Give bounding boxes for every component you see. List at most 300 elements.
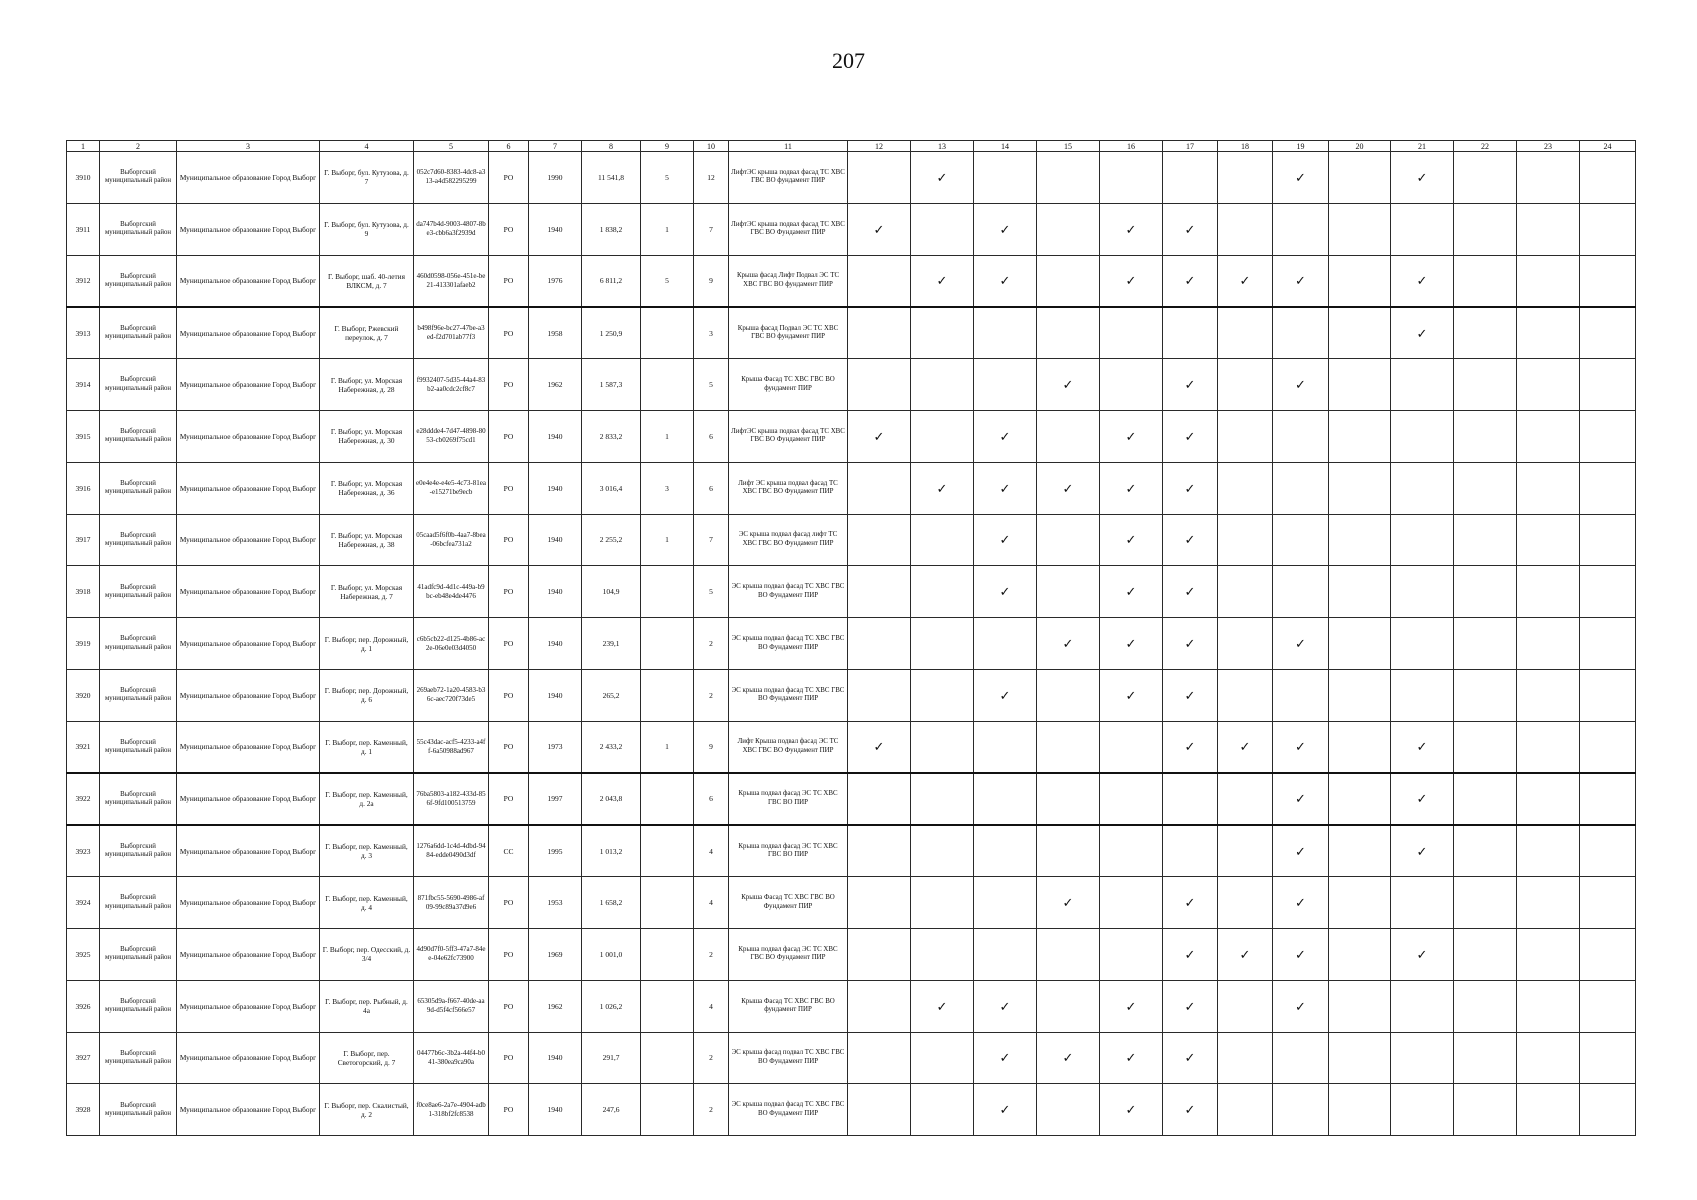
check-mark-cell: ✓ [1273,255,1329,307]
check-mark-cell: ✓ [974,566,1037,618]
col9-cell: 1 [641,203,694,255]
col10-cell: 4 [694,877,729,929]
col9-cell: 5 [641,152,694,204]
empty-check-cell [1580,307,1636,359]
district-cell: Выборгский муниципальный район [100,1032,177,1084]
column-header: 1 [67,141,100,152]
empty-check-cell [1218,462,1273,514]
col9-cell [641,773,694,825]
column-header: 10 [694,141,729,152]
col9-cell [641,359,694,411]
empty-check-cell [1329,669,1391,721]
empty-check-cell [848,877,911,929]
check-mark-cell: ✓ [1100,514,1163,566]
row-number: 3910 [67,152,100,204]
area-cell: 1 001,0 [582,928,641,980]
empty-check-cell [1037,307,1100,359]
area-cell: 2 833,2 [582,410,641,462]
column-header: 22 [1454,141,1517,152]
municipality-cell: Муниципальное образование Город Выборг [177,203,320,255]
works-list-cell: Крыша фасад Лифт Подвал ЭС ТС ХВС ГВС ВО фундамент ПИР [729,255,848,307]
empty-check-cell [848,773,911,825]
empty-check-cell [974,773,1037,825]
table-row [67,410,1636,462]
empty-check-cell [848,514,911,566]
district-cell: Выборгский муниципальный район [100,773,177,825]
year-cell: 1969 [529,928,582,980]
municipality-cell: Муниципальное образование Город Выборг [177,359,320,411]
table-row [67,721,1636,773]
uid-cell: 41adfc9d-4d1c-449a-b9bc-eb48e4de4476 [414,566,489,618]
check-mark-cell: ✓ [1163,877,1218,929]
check-mark-cell: ✓ [1273,877,1329,929]
row-number: 3925 [67,928,100,980]
register-table [66,140,1636,1136]
col10-cell: 5 [694,359,729,411]
address-cell: Г. Выборг, ул. Морская Набережная, д. 30 [320,410,414,462]
check-mark-cell: ✓ [1163,980,1218,1032]
district-cell: Выборгский муниципальный район [100,203,177,255]
table-row [67,359,1636,411]
check-mark-cell: ✓ [1037,1032,1100,1084]
empty-check-cell [1273,514,1329,566]
empty-check-cell [1454,773,1517,825]
empty-check-cell [1517,618,1580,670]
district-cell: Выборгский муниципальный район [100,462,177,514]
municipality-cell: Муниципальное образование Город Выборг [177,721,320,773]
empty-check-cell [974,825,1037,877]
year-cell: 1973 [529,721,582,773]
uid-cell: 76ba5803-a182-433d-856f-9fd100513759 [414,773,489,825]
area-cell: 2 043,8 [582,773,641,825]
empty-check-cell [1517,152,1580,204]
year-cell: 1995 [529,825,582,877]
empty-check-cell [1329,721,1391,773]
ownership-form-cell: РО [489,255,529,307]
district-cell: Выборгский муниципальный район [100,980,177,1032]
empty-check-cell [1100,152,1163,204]
check-mark-cell: ✓ [1163,721,1218,773]
check-mark-cell: ✓ [1163,566,1218,618]
table-row [67,980,1636,1032]
empty-check-cell [1391,877,1454,929]
empty-check-cell [1329,773,1391,825]
empty-check-cell [1454,152,1517,204]
empty-check-cell [1454,203,1517,255]
check-mark-cell: ✓ [974,255,1037,307]
row-number: 3918 [67,566,100,618]
works-list-cell: ЭС крыша подвал фасад ТС ХВС ГВС ВО Фундамент ПИР [729,618,848,670]
empty-check-cell [1218,410,1273,462]
empty-check-cell [1273,203,1329,255]
col10-cell: 2 [694,669,729,721]
empty-check-cell [911,928,974,980]
row-number: 3922 [67,773,100,825]
col10-cell: 5 [694,566,729,618]
uid-cell: e28ddde4-7d47-4898-8053-cb0269f75cd1 [414,410,489,462]
year-cell: 1940 [529,203,582,255]
empty-check-cell [1391,203,1454,255]
area-cell: 3 016,4 [582,462,641,514]
row-number: 3926 [67,980,100,1032]
area-cell: 1 658,2 [582,877,641,929]
ownership-form-cell: РО [489,1032,529,1084]
empty-check-cell [848,462,911,514]
municipality-cell: Муниципальное образование Город Выборг [177,669,320,721]
empty-check-cell [1580,721,1636,773]
empty-check-cell [1580,669,1636,721]
ownership-form-cell: РО [489,410,529,462]
empty-check-cell [848,618,911,670]
col10-cell: 2 [694,1084,729,1136]
empty-check-cell [1454,307,1517,359]
empty-check-cell [1037,255,1100,307]
address-cell: Г. Выборг, шаб. 40-летия ВЛКСМ, д. 7 [320,255,414,307]
year-cell: 1953 [529,877,582,929]
empty-check-cell [911,1084,974,1136]
check-mark-cell: ✓ [974,1084,1037,1136]
empty-check-cell [1037,410,1100,462]
column-header: 8 [582,141,641,152]
empty-check-cell [1218,152,1273,204]
column-header: 11 [729,141,848,152]
column-header: 24 [1580,141,1636,152]
empty-check-cell [1273,307,1329,359]
col10-cell: 2 [694,618,729,670]
address-cell: Г. Выборг, пер. Каменный, д. 2а [320,773,414,825]
year-cell: 1997 [529,773,582,825]
col9-cell: 5 [641,255,694,307]
area-cell: 6 811,2 [582,255,641,307]
ownership-form-cell: РО [489,721,529,773]
empty-check-cell [1580,1032,1636,1084]
check-mark-cell: ✓ [1163,669,1218,721]
col9-cell [641,980,694,1032]
municipality-cell: Муниципальное образование Город Выборг [177,307,320,359]
empty-check-cell [848,825,911,877]
column-header: 23 [1517,141,1580,152]
empty-check-cell [1580,514,1636,566]
ownership-form-cell: РО [489,566,529,618]
district-cell: Выборгский муниципальный район [100,928,177,980]
municipality-cell: Муниципальное образование Город Выборг [177,462,320,514]
empty-check-cell [1517,307,1580,359]
empty-check-cell [848,152,911,204]
empty-check-cell [911,514,974,566]
col10-cell: 7 [694,514,729,566]
year-cell: 1976 [529,255,582,307]
works-list-cell: Крыша подвал фасад ЭС ТС ХВС ГВС ВО ПИР [729,773,848,825]
address-cell: Г. Выборг, пер. Дорожный, д. 6 [320,669,414,721]
empty-check-cell [911,1032,974,1084]
empty-check-cell [974,928,1037,980]
district-cell: Выборгский муниципальный район [100,255,177,307]
check-mark-cell: ✓ [911,462,974,514]
empty-check-cell [1580,359,1636,411]
empty-check-cell [1580,1084,1636,1136]
table-row [67,825,1636,877]
empty-check-cell [1454,1032,1517,1084]
district-cell: Выборгский муниципальный район [100,152,177,204]
year-cell: 1940 [529,514,582,566]
works-list-cell: ЛифтЭС крыша подвал фасад ТС ХВС ГВС ВО Фундамент ПИР [729,203,848,255]
works-list-cell: Крыша подвал фасад ЭС ТС ХВС ГВС ВО ПИР [729,825,848,877]
empty-check-cell [1391,980,1454,1032]
empty-check-cell [1218,669,1273,721]
district-cell: Выборгский муниципальный район [100,566,177,618]
empty-check-cell [1517,980,1580,1032]
district-cell: Выборгский муниципальный район [100,669,177,721]
empty-check-cell [1329,307,1391,359]
check-mark-cell: ✓ [1391,255,1454,307]
empty-check-cell [1580,203,1636,255]
col9-cell [641,566,694,618]
empty-check-cell [1517,928,1580,980]
empty-check-cell [1517,410,1580,462]
check-mark-cell: ✓ [848,203,911,255]
table-row [67,514,1636,566]
col10-cell: 6 [694,410,729,462]
empty-check-cell [1580,462,1636,514]
ownership-form-cell: РО [489,359,529,411]
empty-check-cell [974,618,1037,670]
year-cell: 1962 [529,980,582,1032]
check-mark-cell: ✓ [848,410,911,462]
check-mark-cell: ✓ [1273,825,1329,877]
row-number: 3911 [67,203,100,255]
check-mark-cell: ✓ [1391,928,1454,980]
row-number: 3914 [67,359,100,411]
check-mark-cell: ✓ [1163,203,1218,255]
empty-check-cell [1454,255,1517,307]
column-header: 13 [911,141,974,152]
area-cell: 11 541,8 [582,152,641,204]
district-cell: Выборгский муниципальный район [100,877,177,929]
year-cell: 1940 [529,669,582,721]
check-mark-cell: ✓ [1273,721,1329,773]
check-mark-cell: ✓ [1100,618,1163,670]
empty-check-cell [1329,1032,1391,1084]
address-cell: Г. Выборг, ул. Морская Набережная, д. 36 [320,462,414,514]
municipality-cell: Муниципальное образование Город Выборг [177,877,320,929]
table-row [67,307,1636,359]
municipality-cell: Муниципальное образование Город Выборг [177,618,320,670]
municipality-cell: Муниципальное образование Город Выборг [177,410,320,462]
ownership-form-cell: РО [489,514,529,566]
empty-check-cell [1329,566,1391,618]
column-header: 18 [1218,141,1273,152]
empty-check-cell [1391,669,1454,721]
empty-check-cell [1454,980,1517,1032]
empty-check-cell [1037,980,1100,1032]
empty-check-cell [1163,152,1218,204]
empty-check-cell [1037,721,1100,773]
column-header: 21 [1391,141,1454,152]
empty-check-cell [911,307,974,359]
empty-check-cell [1163,307,1218,359]
address-cell: Г. Выборг, пер. Одесский, д. 3/4 [320,928,414,980]
address-cell: Г. Выборг, пер. Скалистый, д. 2 [320,1084,414,1136]
check-mark-cell: ✓ [974,669,1037,721]
check-mark-cell: ✓ [1391,152,1454,204]
check-mark-cell: ✓ [1391,721,1454,773]
area-cell: 2 433,2 [582,721,641,773]
col10-cell: 9 [694,255,729,307]
empty-check-cell [848,928,911,980]
empty-check-cell [1580,980,1636,1032]
check-mark-cell: ✓ [911,255,974,307]
year-cell: 1940 [529,566,582,618]
empty-check-cell [1329,980,1391,1032]
works-list-cell: Лифт Крыша подвал фасад ЭС ТС ХВС ГВС ВО Фундамент ПИР [729,721,848,773]
empty-check-cell [1218,203,1273,255]
empty-check-cell [1329,514,1391,566]
col9-cell [641,1032,694,1084]
district-cell: Выборгский муниципальный район [100,359,177,411]
municipality-cell: Муниципальное образование Город Выборг [177,255,320,307]
empty-check-cell [1218,980,1273,1032]
table-row [67,152,1636,204]
check-mark-cell: ✓ [974,203,1037,255]
column-header: 2 [100,141,177,152]
check-mark-cell: ✓ [1100,203,1163,255]
district-cell: Выборгский муниципальный район [100,721,177,773]
area-cell: 2 255,2 [582,514,641,566]
empty-check-cell [1218,825,1273,877]
empty-check-cell [1454,721,1517,773]
check-mark-cell: ✓ [1218,255,1273,307]
empty-check-cell [1580,618,1636,670]
empty-check-cell [1329,462,1391,514]
empty-check-cell [1218,1084,1273,1136]
works-list-cell: ЭС крыша подвал фасад ТС ХВС ГВС ВО Фундамент ПИР [729,566,848,618]
address-cell: Г. Выборг, пер. Каменный, д. 4 [320,877,414,929]
empty-check-cell [1329,410,1391,462]
empty-check-cell [848,1032,911,1084]
check-mark-cell: ✓ [1391,307,1454,359]
row-number: 3916 [67,462,100,514]
empty-check-cell [1329,877,1391,929]
check-mark-cell: ✓ [1100,255,1163,307]
table-row [67,669,1636,721]
uid-cell: 052c7d60-8383-4dc8-a313-a4d582295299 [414,152,489,204]
col10-cell: 6 [694,773,729,825]
empty-check-cell [1329,1084,1391,1136]
uid-cell: da747b4d-9003-4807-8be3-cbb6a3f2939d [414,203,489,255]
check-mark-cell: ✓ [1273,928,1329,980]
empty-check-cell [1580,877,1636,929]
row-number: 3927 [67,1032,100,1084]
works-list-cell: Крыша подвал фасад ЭС ТС ХВС ГВС ВО Фундамент ПИР [729,928,848,980]
year-cell: 1940 [529,1032,582,1084]
check-mark-cell: ✓ [848,721,911,773]
address-cell: Г. Выборг, бул. Кутузова, д. 9 [320,203,414,255]
empty-check-cell [1329,618,1391,670]
check-mark-cell: ✓ [1037,877,1100,929]
row-number: 3919 [67,618,100,670]
check-mark-cell: ✓ [1163,359,1218,411]
uid-cell: 1276a6dd-1c4d-4dbd-9484-edde0490d3df [414,825,489,877]
empty-check-cell [1454,410,1517,462]
check-mark-cell: ✓ [1163,618,1218,670]
empty-check-cell [1273,669,1329,721]
works-list-cell: ЭС крыша подвал фасад лифт ТС ХВС ГВС ВО Фундамент ПИР [729,514,848,566]
empty-check-cell [1273,462,1329,514]
table-body [67,152,1636,1136]
page-number: 207 [832,48,865,73]
col10-cell: 4 [694,980,729,1032]
table-row [67,928,1636,980]
row-number: 3917 [67,514,100,566]
area-cell: 1 026,2 [582,980,641,1032]
check-mark-cell: ✓ [1163,410,1218,462]
area-cell: 265,2 [582,669,641,721]
empty-check-cell [1037,1084,1100,1136]
col9-cell [641,928,694,980]
column-header: 7 [529,141,582,152]
check-mark-cell: ✓ [1273,773,1329,825]
empty-check-cell [1391,566,1454,618]
table-row [67,1084,1636,1136]
year-cell: 1940 [529,410,582,462]
ownership-form-cell: РО [489,307,529,359]
check-mark-cell: ✓ [974,462,1037,514]
address-cell: Г. Выборг, пер. Рыбный, д. 4а [320,980,414,1032]
empty-check-cell [1391,1032,1454,1084]
ownership-form-cell: РО [489,669,529,721]
district-cell: Выборгский муниципальный район [100,410,177,462]
table-row [67,255,1636,307]
empty-check-cell [1517,1084,1580,1136]
empty-check-cell [1517,462,1580,514]
empty-check-cell [1454,618,1517,670]
empty-check-cell [1391,618,1454,670]
row-number: 3928 [67,1084,100,1136]
col9-cell: 3 [641,462,694,514]
ownership-form-cell: РО [489,152,529,204]
uid-cell: 65305d9a-f667-40de-aa9d-d5f4cf566e57 [414,980,489,1032]
address-cell: Г. Выборг, пер. Светогорский, д. 7 [320,1032,414,1084]
header-row [67,141,1636,152]
address-cell: Г. Выборг, бул. Кутузова, д. 7 [320,152,414,204]
empty-check-cell [1329,255,1391,307]
empty-check-cell [848,980,911,1032]
empty-check-cell [1329,203,1391,255]
col9-cell [641,877,694,929]
district-cell: Выборгский муниципальный район [100,307,177,359]
area-cell: 291,7 [582,1032,641,1084]
table-row [67,877,1636,929]
empty-check-cell [1580,773,1636,825]
empty-check-cell [911,359,974,411]
col9-cell: 1 [641,410,694,462]
empty-check-cell [1454,825,1517,877]
row-number: 3921 [67,721,100,773]
empty-check-cell [1454,514,1517,566]
uid-cell: 269aeb72-1a20-4583-b36c-aec720f73de5 [414,669,489,721]
empty-check-cell [1517,359,1580,411]
municipality-cell: Муниципальное образование Город Выборг [177,1032,320,1084]
empty-check-cell [1391,1084,1454,1136]
empty-check-cell [1218,877,1273,929]
check-mark-cell: ✓ [1100,1032,1163,1084]
ownership-form-cell: РО [489,203,529,255]
empty-check-cell [1517,877,1580,929]
works-list-cell: Крыша Фасад ТС ХВС ГВС ВО Фундамент ПИР [729,877,848,929]
uid-cell: 4d90d7f0-5ff3-47a7-84ee-04e62fc73900 [414,928,489,980]
empty-check-cell [1454,566,1517,618]
empty-check-cell [1517,566,1580,618]
